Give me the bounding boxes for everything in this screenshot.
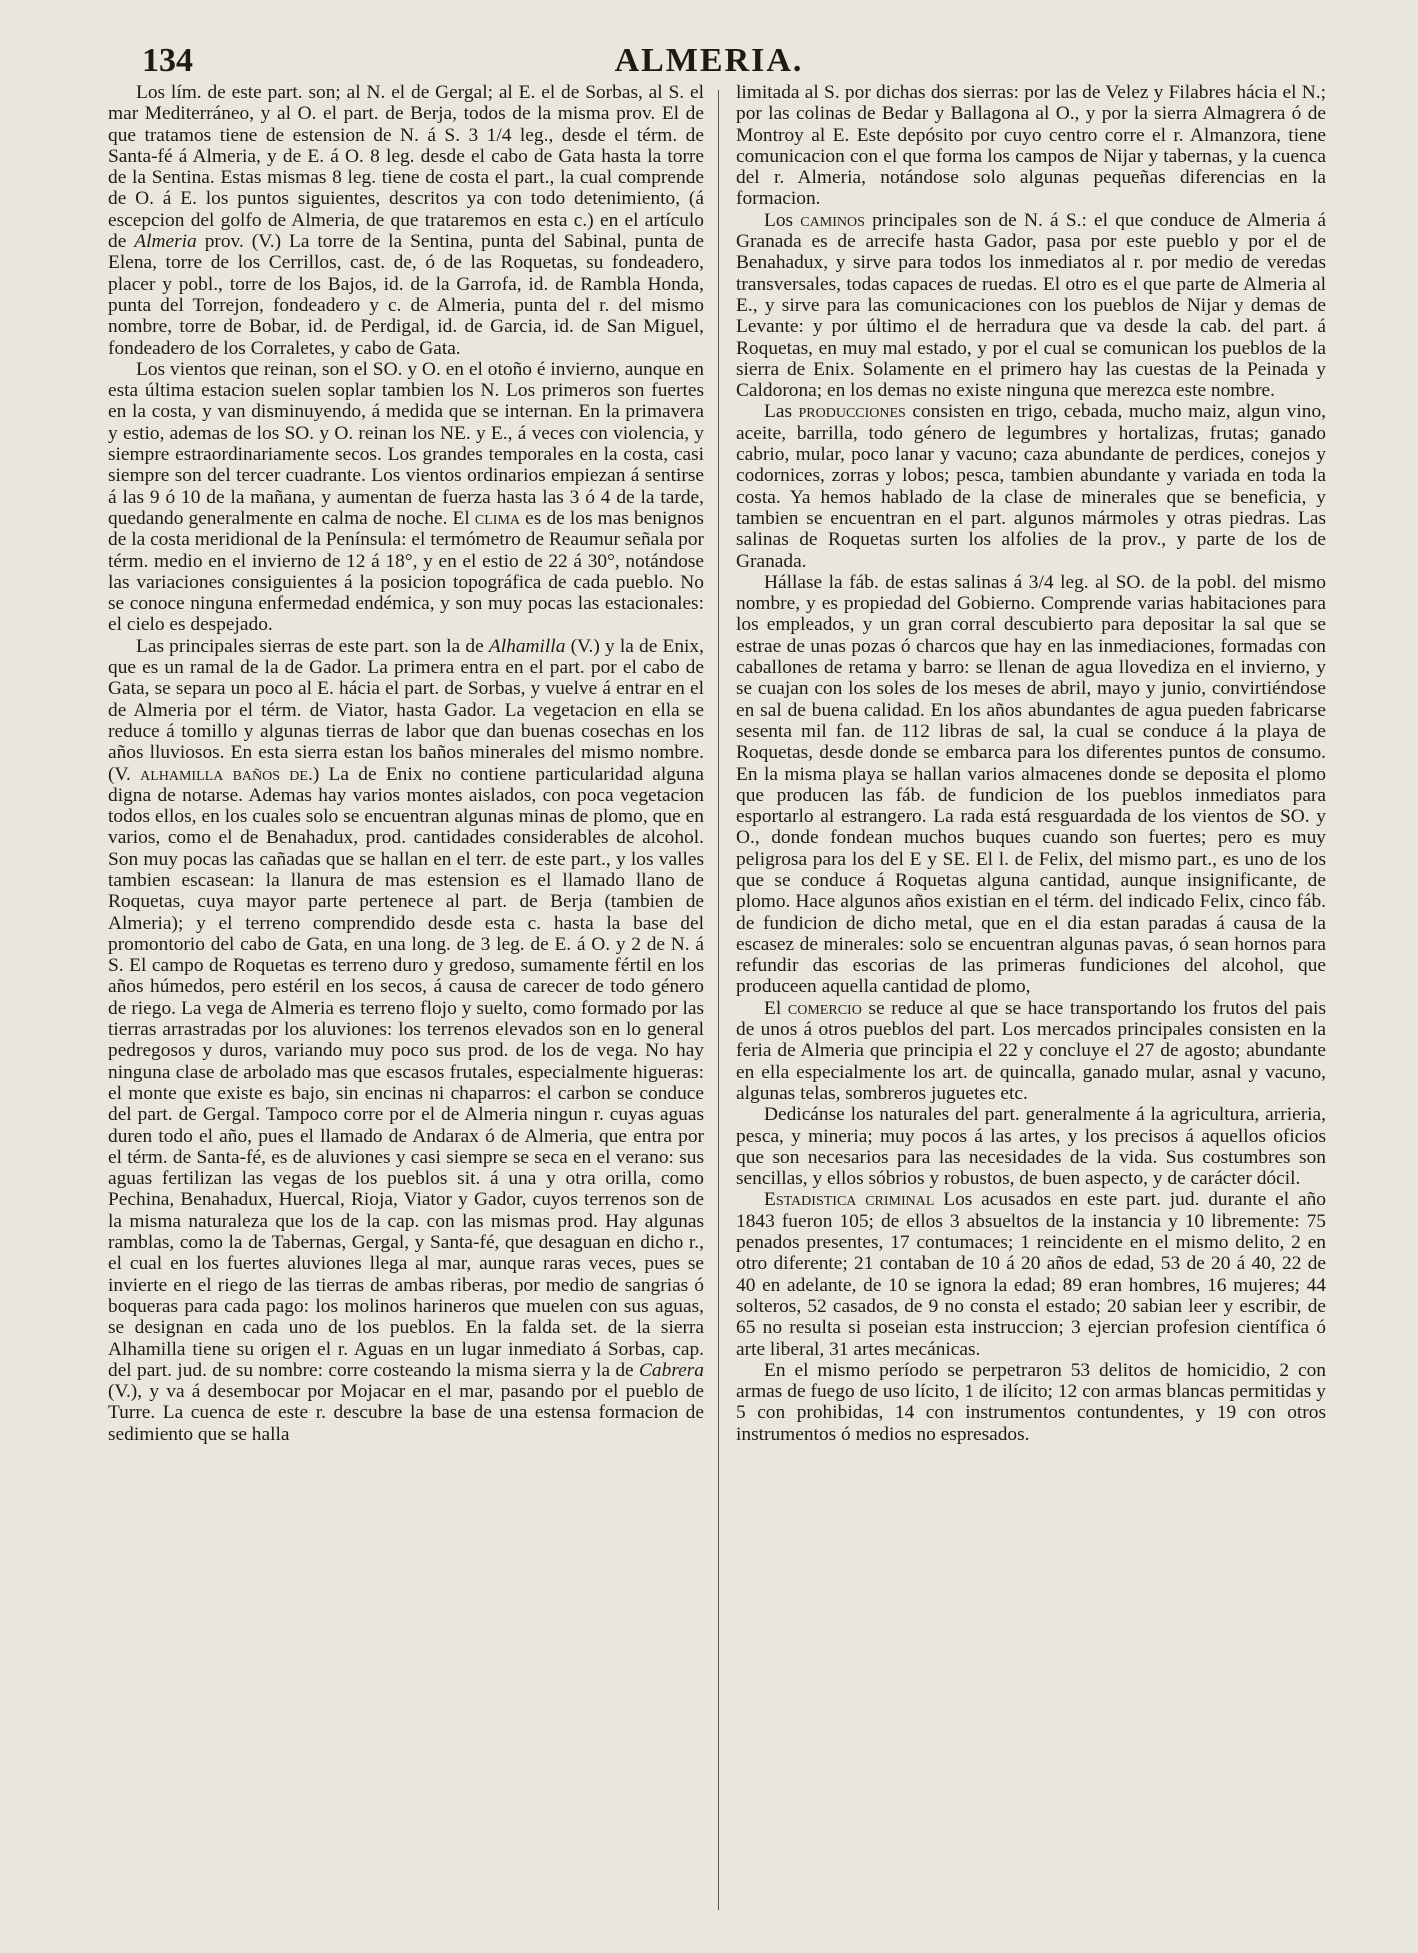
section-keyword-producciones: producciones xyxy=(798,401,906,423)
right-column xyxy=(736,82,1326,1922)
section-keyword-estadistica: Estadistica criminal xyxy=(764,1189,935,1211)
left-column xyxy=(108,82,704,1922)
paragraph-producciones: Las producciones consisten en trigo, cebada, mucho maiz, algun vino, aceite, barrilla, todo género de legumbres y hortalizas, frutas; ganado cabrio, mular, poco lanar y vacuno; caza abundante de perdices, conejos y codornices, zorras y lobos; pesca, tambien abundante y variada en toda la costa. Ya hemos hablado de la clase de minerales que se beneficia, y tambien se encuentran en el part. algunos mármoles y otras piedras. Las salinas de Roquetas surten los alfolies de la prov., y parte de los de Granada. xyxy=(736,401,1326,572)
section-keyword-comercio: comercio xyxy=(787,997,862,1019)
paragraph-sierras: Las principales sierras de este part. son la de Alhamilla (V.) y la de Enix, que es un ramal de la de Gador. La primera entra en el part. por el cabo de Gata, se separa un poco al E. hácia el part. de Sorbas, y vuelve á entrar en el de Almeria por el térm. de Viator, hasta Gador. La vegetacion en ella se reduce á tomillo y algunas tierras de labor que dan buenas cosechas en los años lluviosos. En esta sierra estan los baños minerales del mismo nombre. (V. alhamilla baños de.) La de Enix no contiene particularidad alguna digna de notarse. Ademas hay varios montes aislados, con poca vegetacion todos ellos, en los cuales solo se encuentran algunas minas de plomo, que en varios, como el de Benahadux, prod. cantidades considerables de alcohol. Son muy pocas las cañadas que se hallan en el terr. de este part., y los valles tambien escasean: la llanura de mas estension es el llamado llano de Roquetas, cuya mayor parte pertenece al part. de Berja (tambien de Almeria); y el terreno comprendido desde esta c. hasta la base del promontorio del cabo de Gata, en una long. de 3 leg. de E. á O. y 2 de N. á S. El campo de Roquetas es terreno duro y gredoso, sumamente fértil en los años húmedos, pero estéril en los secos, á causa de carecer de todo género de riego. La vega de Almeria es terreno flojo y suelto, como formado por las tierras arrastradas por los aluviones: los terrenos elevados son en lo general pedregosos y duros, variando muy poco sus prod. de los de vega. No hay ninguna clase de arbolado mas que escasos frutales, especialmente higueras: el monte que existe es bajo, sin encinas ni chaparros: el carbon se conduce del part. de Gergal. Tampoco corre por el de Almeria ningun r. cuyas aguas duren todo el año, pues el llamado de Andarax ó de Almeria, que entra por el térm. de Santa-fé, es de aluviones y casi siempre se seca en el verano: sus aguas fertilizan las vegas de los pueblos sit. á una y otra orilla, como Pechina, Benahadux, Huercal, Rioja, Viator y Gador, cuyos terrenos son de la misma naturaleza que los de la cap. con las mismas prod. Hay algunas ramblas, como la de Tabernas, Gergal, y Santa-fé, que desaguan en dicho r., el cual en los fuertes aluviones llega al mar, aunque raras veces, pues se invierte en el riego de las tierras de ambas riberas, por medio de sangrias ó boqueras para cada pago: los molinos harineros que muelen con sus aguas, se designan en cada uno de los pueblos. En la falda set. de la sierra Alhamilla tiene su origen el r. Aguas en un lugar inmediato á Sorbas, cap. del part. jud. de su nombre: corre costeando la misma sierra y la de Cabrera (V.), y va á desembocar por Mojacar en el mar, pasando por el pueblo de Turre. La cuenca de este r. descubre la base de una estensa formacion de sedimiento que se halla xyxy=(108,635,704,1445)
paragraph-caminos: Los caminos principales son de N. á S.: el que conduce de Almeria á Granada es de arrecife hasta Gador, pasa por este pueblo y por el de Benahadux, y sirve para todos los inmediatos al r. por medio de veredas transversales, todas capaces de ruedas. El otro es el que parte de Almeria al E., y sirve para las comunicaciones con los pueblos de Nijar y demas de Levante: y por último el de herradura que va desde la cab. del part. á Roquetas, en muy mal estado, y por el cual se comunican los pueblos de la sierra de Enix. Solamente en el primero hay las cuestas de la Peinada y Caldorona; en los demas no existe ninguna que merezca este nombre. xyxy=(736,209,1326,402)
paragraph-comercio: El comercio se reduce al que se hace transportando los frutos del pais de unos á otros pueblos del part. Los mercados principales consisten en la feria de Almeria que principia el 22 y concluye el 27 de agosto; abundante en ella especialmente los art. de quincalla, ganado mular, asnal y vacuno, algunas telas, sombreros juguetes etc. xyxy=(736,997,1326,1104)
paragraph-limits: Los lím. de este part. son; al N. el de Gergal; al E. el de Sorbas, al S. el mar Mediterráneo, y al O. el part. de Berja, todos de la misma prov. El de que tratamos tiene de estension de N. á S. 3 1/4 leg., desde el térm. de Santa-fé á Almeria, y de E. á O. 8 leg. desde el cabo de Gata hasta la torre de la Sentina. Estas mismas 8 leg. tiene de costa el part., la cual comprende de O. á E. los puntos siguientes, descritos ya con todo detenimiento, (á escepcion del golfo de Almeria, de que trataremos en esta c.) en el artículo de Almeria prov. (V.) La torre de la Sentina, punta del Sabinal, punta de Elena, torre de los Cerrillos, cast. de, ó de las Roquetas, su fondeadero, placer y pobl., torre de los Bajos, id. de la Garrofa, id. de Rambla Honda, punta del Torrejon, fondeadero y c. de Almeria, punta del r. del mismo nombre, torre de Bobar, id. de Perdigal, id. de Garcia, id. de San Miguel, fondeadero de los Corraletes, y cabo de Gata. xyxy=(108,82,704,359)
running-title: ALMERIA. xyxy=(614,42,804,79)
column-divider xyxy=(718,90,719,1910)
paragraph-winds-climate: Los vientos que reinan, son el SO. y O. en el otoño é invierno, aunque en esta última estacion suelen soplar tambien los N. Los primeros son fuertes en la costa, y van disminuyendo, á medida que se internan. En la primavera y estio, ademas de los SO. y O. reinan los NE. y E., á veces con violencia, y siempre estraordinariamente secos. Los grandes temporales en la costa, casi siempre son del tercer cuadrante. Los vientos ordinarios empiezan á sentirse á las 9 ó 10 de la mañana, y aumentan de fuerza hasta las 3 ó 4 de la tarde, quedando generalmente en calma de noche. El clima es de los mas benignos de la costa meridional de la Península: el termómetro de Reaumur señala por térm. medio en el invierno de 12 á 18°, y en el estio de 22 á 30°, notándose las variaciones consiguientes á la posicion topográfica de cada pueblo. No se conoce ninguna enfermedad endémica, y son muy pocas las estacionales: el cielo es despejado. xyxy=(108,358,704,636)
paragraph-continuation: limitada al S. por dichas dos sierras: por las de Velez y Filabres hácia el N.; por las colinas de Bedar y Ballagona al O., y por la sierra Almagrera ó de Montroy al E. Este depósito por cuyo centro corre el r. Almanzora, tiene comunicacion con el que forma los campos de Nijar y tabernas, y la cuenca del r. Almeria, notándose solo algunas pequeñas diferencias en la formacion. xyxy=(736,82,1326,210)
paragraph-estadistica: Estadistica criminal Los acusados en este part. jud. durante el año 1843 fueron 105; de ellos 3 absueltos de la instancia y 10 libremente: 75 penados presentes, 17 contumaces; 1 reincidente en el mismo delito, 2 en otro diferente; 21 contaban de 10 á 20 años de edad, 53 de 20 á 40, 22 de 40 en adelante, de 10 se ignora la edad; 89 eran hombres, 16 mujeres; 44 solteros, 52 casados, de 9 no consta el estado; 20 sabian leer y escribir, de 65 no resulta si poseian esta instruccion; 3 ejercian profesion científica ó arte liberal, 31 artes mecánicas. xyxy=(736,1189,1326,1360)
section-keyword-caminos: caminos xyxy=(800,209,865,231)
page-number: 134 xyxy=(142,42,193,79)
section-keyword-clima: clima xyxy=(474,507,521,529)
paragraph-salinas: Hállase la fáb. de estas salinas á 3/4 leg. al SO. de la pobl. del mismo nombre, y es propiedad del Gobierno. Comprende varias habitaciones para los empleados, y un gran corral descubierto para depositar la sal que se estrae de unas pozas ó charcos que hay en las inmediaciones, formadas con caballones de retama y barro: se llenan de agua llovediza en el invierno, y se cuajan con los soles de los meses de abril, mayo y junio, convirtiéndose en sal de buena calidad. En los años abundantes de agua pueden fabricarse sesenta mil fan. de 112 libras de sal, la cual se conduce á la playa de Roquetas, desde donde se embarca para los diferentes puntos de consumo. En la misma playa se hallan varios almacenes donde se deposita el plomo que producen las fáb. de fundicion de los pueblos inmediatos para esportarlo al estrangero. La rada está resguardada de los vientos de SO. y O., donde fondean muchos buques cuando son fuertes; pero es muy peligrosa para los del E y SE. El l. de Felix, del mismo part., es uno de los que se conduce á Roquetas alguna cantidad, aunque insignificante, de plomo. Hace algunos años existian en el térm. del indicado Felix, cinco fáb. de fundicion de dicho metal, que en el dia estan paradas á causa de la escasez de minerales: solo se encuentran algunas pavas, ó sean hornos para refundir das escorias de las primeras fundiciones del alcohol, que produceen aquella cantidad de plomo, xyxy=(736,571,1326,998)
paragraph-delitos: En el mismo período se perpetraron 53 delitos de homicidio, 2 con armas de fuego de uso lícito, 1 de ilícito; 12 con armas blancas permitidas y 5 con prohibidas, 14 con instrumentos contundentes, y 19 con otros instrumentos ó medios no espresados. xyxy=(736,1359,1326,1445)
paragraph-occupations: Dedicánse los naturales del part. generalmente á la agricultura, arrieria, pesca, y mineria; muy pocos á las artes, y los precisos á aquellos oficios que son necesarios para las necesidades de la vida. Sus costumbres son sencillas, y ellos sóbrios y robustos, de buen aspecto, y de carácter dócil. xyxy=(736,1104,1326,1190)
page-header xyxy=(0,40,1418,84)
